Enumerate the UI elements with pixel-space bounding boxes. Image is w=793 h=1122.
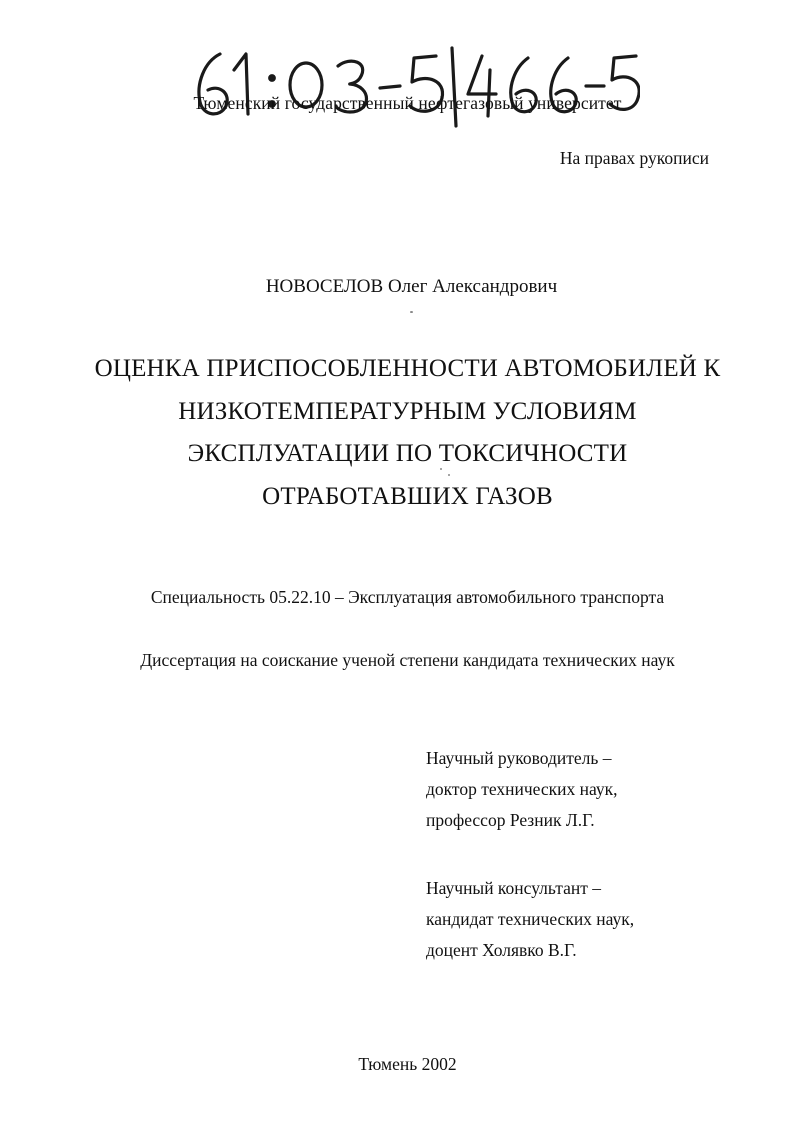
title-line: ОЦЕНКА ПРИСПОСОБЛЕННОСТИ АВТОМОБИЛЕЙ К	[94, 355, 721, 382]
title-line: ЭКСПЛУАТАЦИИ ПО ТОКСИЧНОСТИ	[187, 440, 628, 467]
scientific-supervisor-block	[426, 743, 618, 836]
author-name: НОВОСЕЛОВ Олег Александрович	[265, 276, 558, 297]
degree-statement: Диссертация на соискание ученой степени кандидата технических наук	[140, 650, 675, 670]
scan-speck	[410, 311, 413, 313]
consultant-line: доцент Холявко В.Г.	[426, 940, 577, 960]
scan-speck	[448, 474, 450, 476]
scientific-consultant-block	[426, 873, 634, 966]
handwritten-code-drawing	[190, 40, 640, 130]
supervisor-line: Научный руководитель –	[426, 748, 612, 768]
supervisor-line: доктор технических наук,	[426, 779, 618, 799]
specialty-line: Специальность 05.22.10 – Эксплуатация автомобильного транспорта	[150, 587, 665, 607]
dissertation-title	[0, 348, 793, 518]
city-and-year: Тюмень 2002	[358, 1054, 457, 1074]
manuscript-rights-note: На правах рукописи	[559, 148, 709, 168]
title-line: ОТРАБОТАВШИХ ГАЗОВ	[262, 482, 553, 510]
supervisor-line: профессор Резник Л.Г.	[426, 810, 595, 830]
consultant-line: Научный консультант –	[426, 878, 601, 898]
scan-speck	[440, 468, 442, 470]
university-name: Тюменский государственный нефтегазовый университет	[193, 93, 622, 113]
handwritten-catalog-number	[190, 40, 640, 130]
title-line: НИЗКОТЕМПЕРАТУРНЫМ УСЛОВИЯМ	[178, 397, 637, 425]
consultant-line: кандидат технических наук,	[426, 909, 635, 929]
